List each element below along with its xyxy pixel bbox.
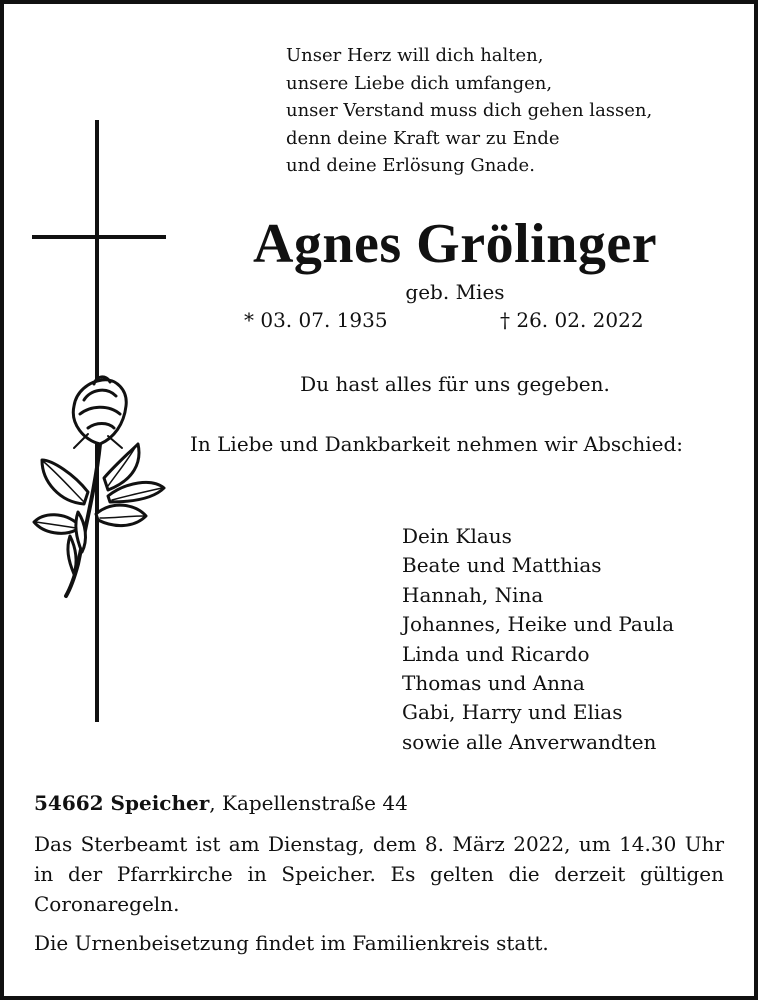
address-street: , Kapellenstraße 44 xyxy=(209,791,408,815)
mourner-item: Dein Klaus xyxy=(402,524,512,548)
poem-line: unser Verstand muss dich gehen lassen, xyxy=(286,100,653,121)
motto: Du hast alles für uns gegeben. xyxy=(300,372,610,396)
deceased-name: Agnes Grölinger xyxy=(252,213,658,275)
burial-notice: Die Urnenbeisetzung findet im Familienkreis statt. xyxy=(34,931,549,955)
farewell-line: In Liebe und Dankbarkeit nehmen wir Abschied: xyxy=(190,432,683,456)
mourner-item: Linda und Ricardo xyxy=(402,641,590,666)
poem xyxy=(286,42,652,180)
poem-line: Unser Herz will dich halten, xyxy=(286,45,544,66)
mourner-item: Hannah, Nina xyxy=(402,582,544,607)
mourner-item: Thomas und Anna xyxy=(402,671,585,696)
mourners-list xyxy=(402,522,674,757)
cross-with-rose xyxy=(4,4,204,744)
mourner-item: Beate und Matthias xyxy=(402,553,602,578)
mourner-item: Johannes, Heike und Paula xyxy=(402,612,675,637)
address xyxy=(34,789,408,817)
mourner-item: Gabi, Harry und Elias xyxy=(402,700,623,725)
maiden-name: geb. Mies xyxy=(405,280,505,304)
address-city: 54662 Speicher xyxy=(34,791,210,815)
mourner-item: sowie alle Anverwandten xyxy=(402,729,657,754)
death-date: † 26. 02. 2022 xyxy=(500,308,644,332)
poem-line: unsere Liebe dich umfangen, xyxy=(286,72,553,94)
poem-line: und deine Erlösung Gnade. xyxy=(286,155,535,176)
birth-date: * 03. 07. 1935 xyxy=(244,308,388,332)
poem-line: denn deine Kraft war zu Ende xyxy=(286,127,560,149)
funeral-notice: Das Sterbeamt ist am Dienstag, dem 8. März 2022, um 14.30 Uhr in der Pfarrkirche in Speicher. Es gelten die derzeit gültigen Coronaregeln. xyxy=(34,832,724,916)
